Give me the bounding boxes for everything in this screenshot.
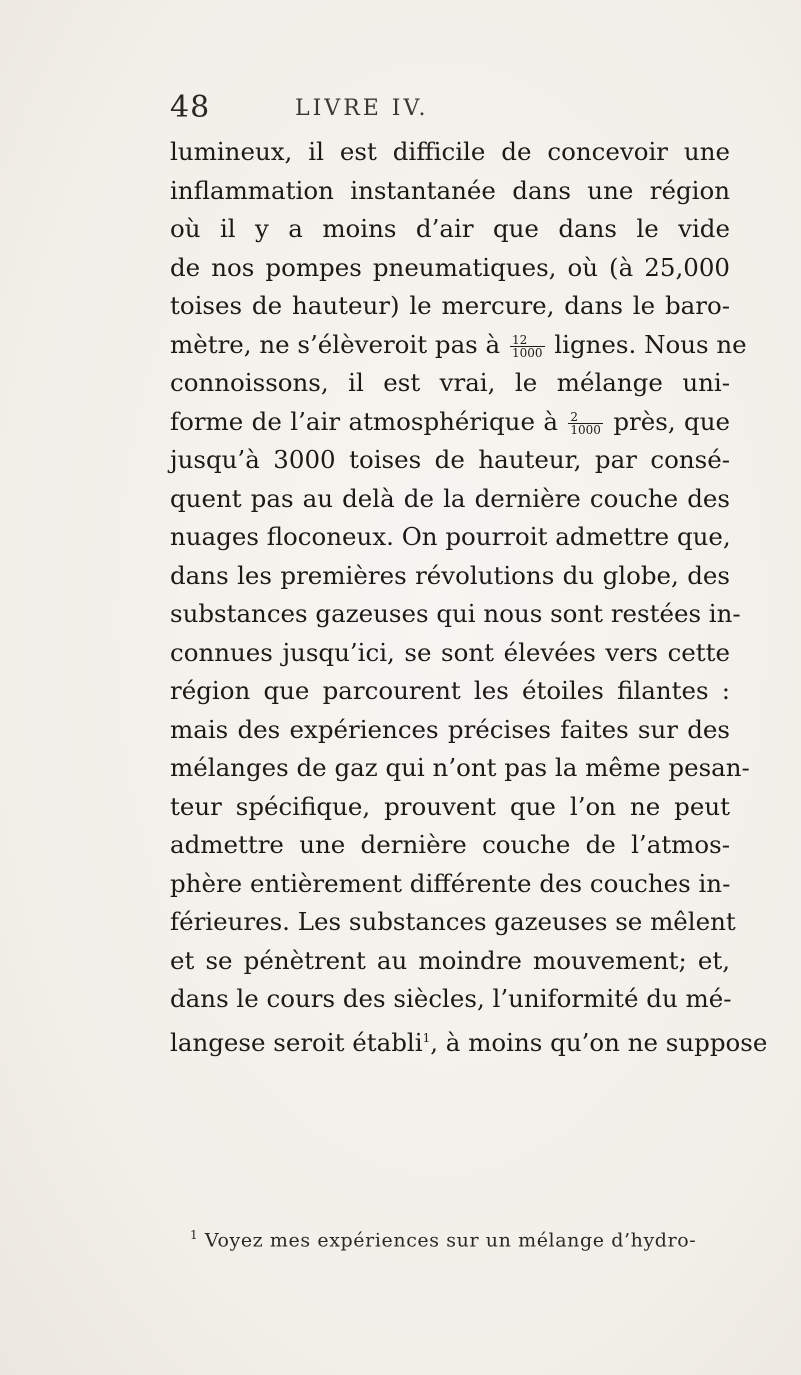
text-segment: , à moins qu’on ne suppose (430, 1027, 768, 1057)
text-line: et se pénètrent au moindre mouvement; et, (170, 945, 730, 975)
text-line: férieures. Les substances gazeuses se mêlent (170, 907, 736, 936)
text-line: admettre une dernière couche de l’atmos- (170, 830, 730, 859)
text-line: nuages floconeux. On pourroit admettre que, (170, 522, 731, 551)
text-line: quent pas au delà de la dernière couche des (170, 483, 730, 513)
text-line: région que parcourent les étoiles filantes : (170, 676, 730, 705)
page-number: 48 (170, 90, 211, 125)
fraction (510, 334, 545, 359)
text-line: connues jusqu’ici, se sont élevées vers cette (170, 637, 730, 667)
text-line: mélanges de gaz qui n’ont pas la même pesan- (170, 753, 750, 782)
body-text (170, 133, 768, 1057)
text-line: de nos pompes pneumatiques, où (à 25,000 (170, 252, 730, 282)
text-line: inflammation instantanée dans une région (170, 175, 730, 205)
text-segment: langese seroit établi (170, 1027, 423, 1057)
text-line: phère entièrement différente des couches in- (170, 868, 731, 898)
fraction-denominator: 1000 (511, 345, 543, 360)
text-line (170, 326, 747, 365)
text-line (170, 1019, 768, 1058)
footnote-text: Voyez mes expériences sur un mélange d’hydro- (204, 1229, 697, 1252)
text-line: dans les premières révolutions du globe, des (170, 560, 730, 590)
text-line: substances gazeuses qui nous sont restées in- (170, 599, 741, 628)
fraction-numerator: 2 (568, 411, 603, 424)
fraction-denominator: 1000 (570, 422, 601, 437)
text-line: lumineux, il est difficile de concevoir une (170, 137, 730, 166)
text-line: jusqu’à 3000 toises de hauteur, par consé- (170, 445, 730, 474)
text-line: teur spécifique, prouvent que l’on ne peut (170, 791, 730, 821)
text-line: toises de hauteur) le mercure, dans le baro- (170, 291, 730, 320)
text-line: connoissons, il est vrai, le mélange uni- (170, 368, 730, 397)
fraction-numerator: 12 (510, 334, 545, 347)
text-segment: lignes. Nous ne (554, 329, 747, 359)
text-segment: mètre, ne s’élèveroit pas à (170, 329, 508, 359)
fraction (568, 411, 603, 436)
text-line (170, 403, 730, 442)
text-line: dans le cours des siècles, l’uniformité du mé- (170, 984, 732, 1013)
text-line: mais des expériences précises faites sur des (170, 714, 730, 744)
text-segment: forme de l’air atmosphérique à (170, 406, 567, 436)
footnote-marker: 1 (190, 1228, 199, 1242)
footnote (190, 1222, 730, 1253)
running-head: LIVRE IV. (295, 96, 429, 121)
text-line: où il y a moins d’air que dans le vide (170, 214, 730, 243)
text-segment: près, que (613, 406, 730, 436)
footnote-reference: 1 (422, 1030, 431, 1045)
